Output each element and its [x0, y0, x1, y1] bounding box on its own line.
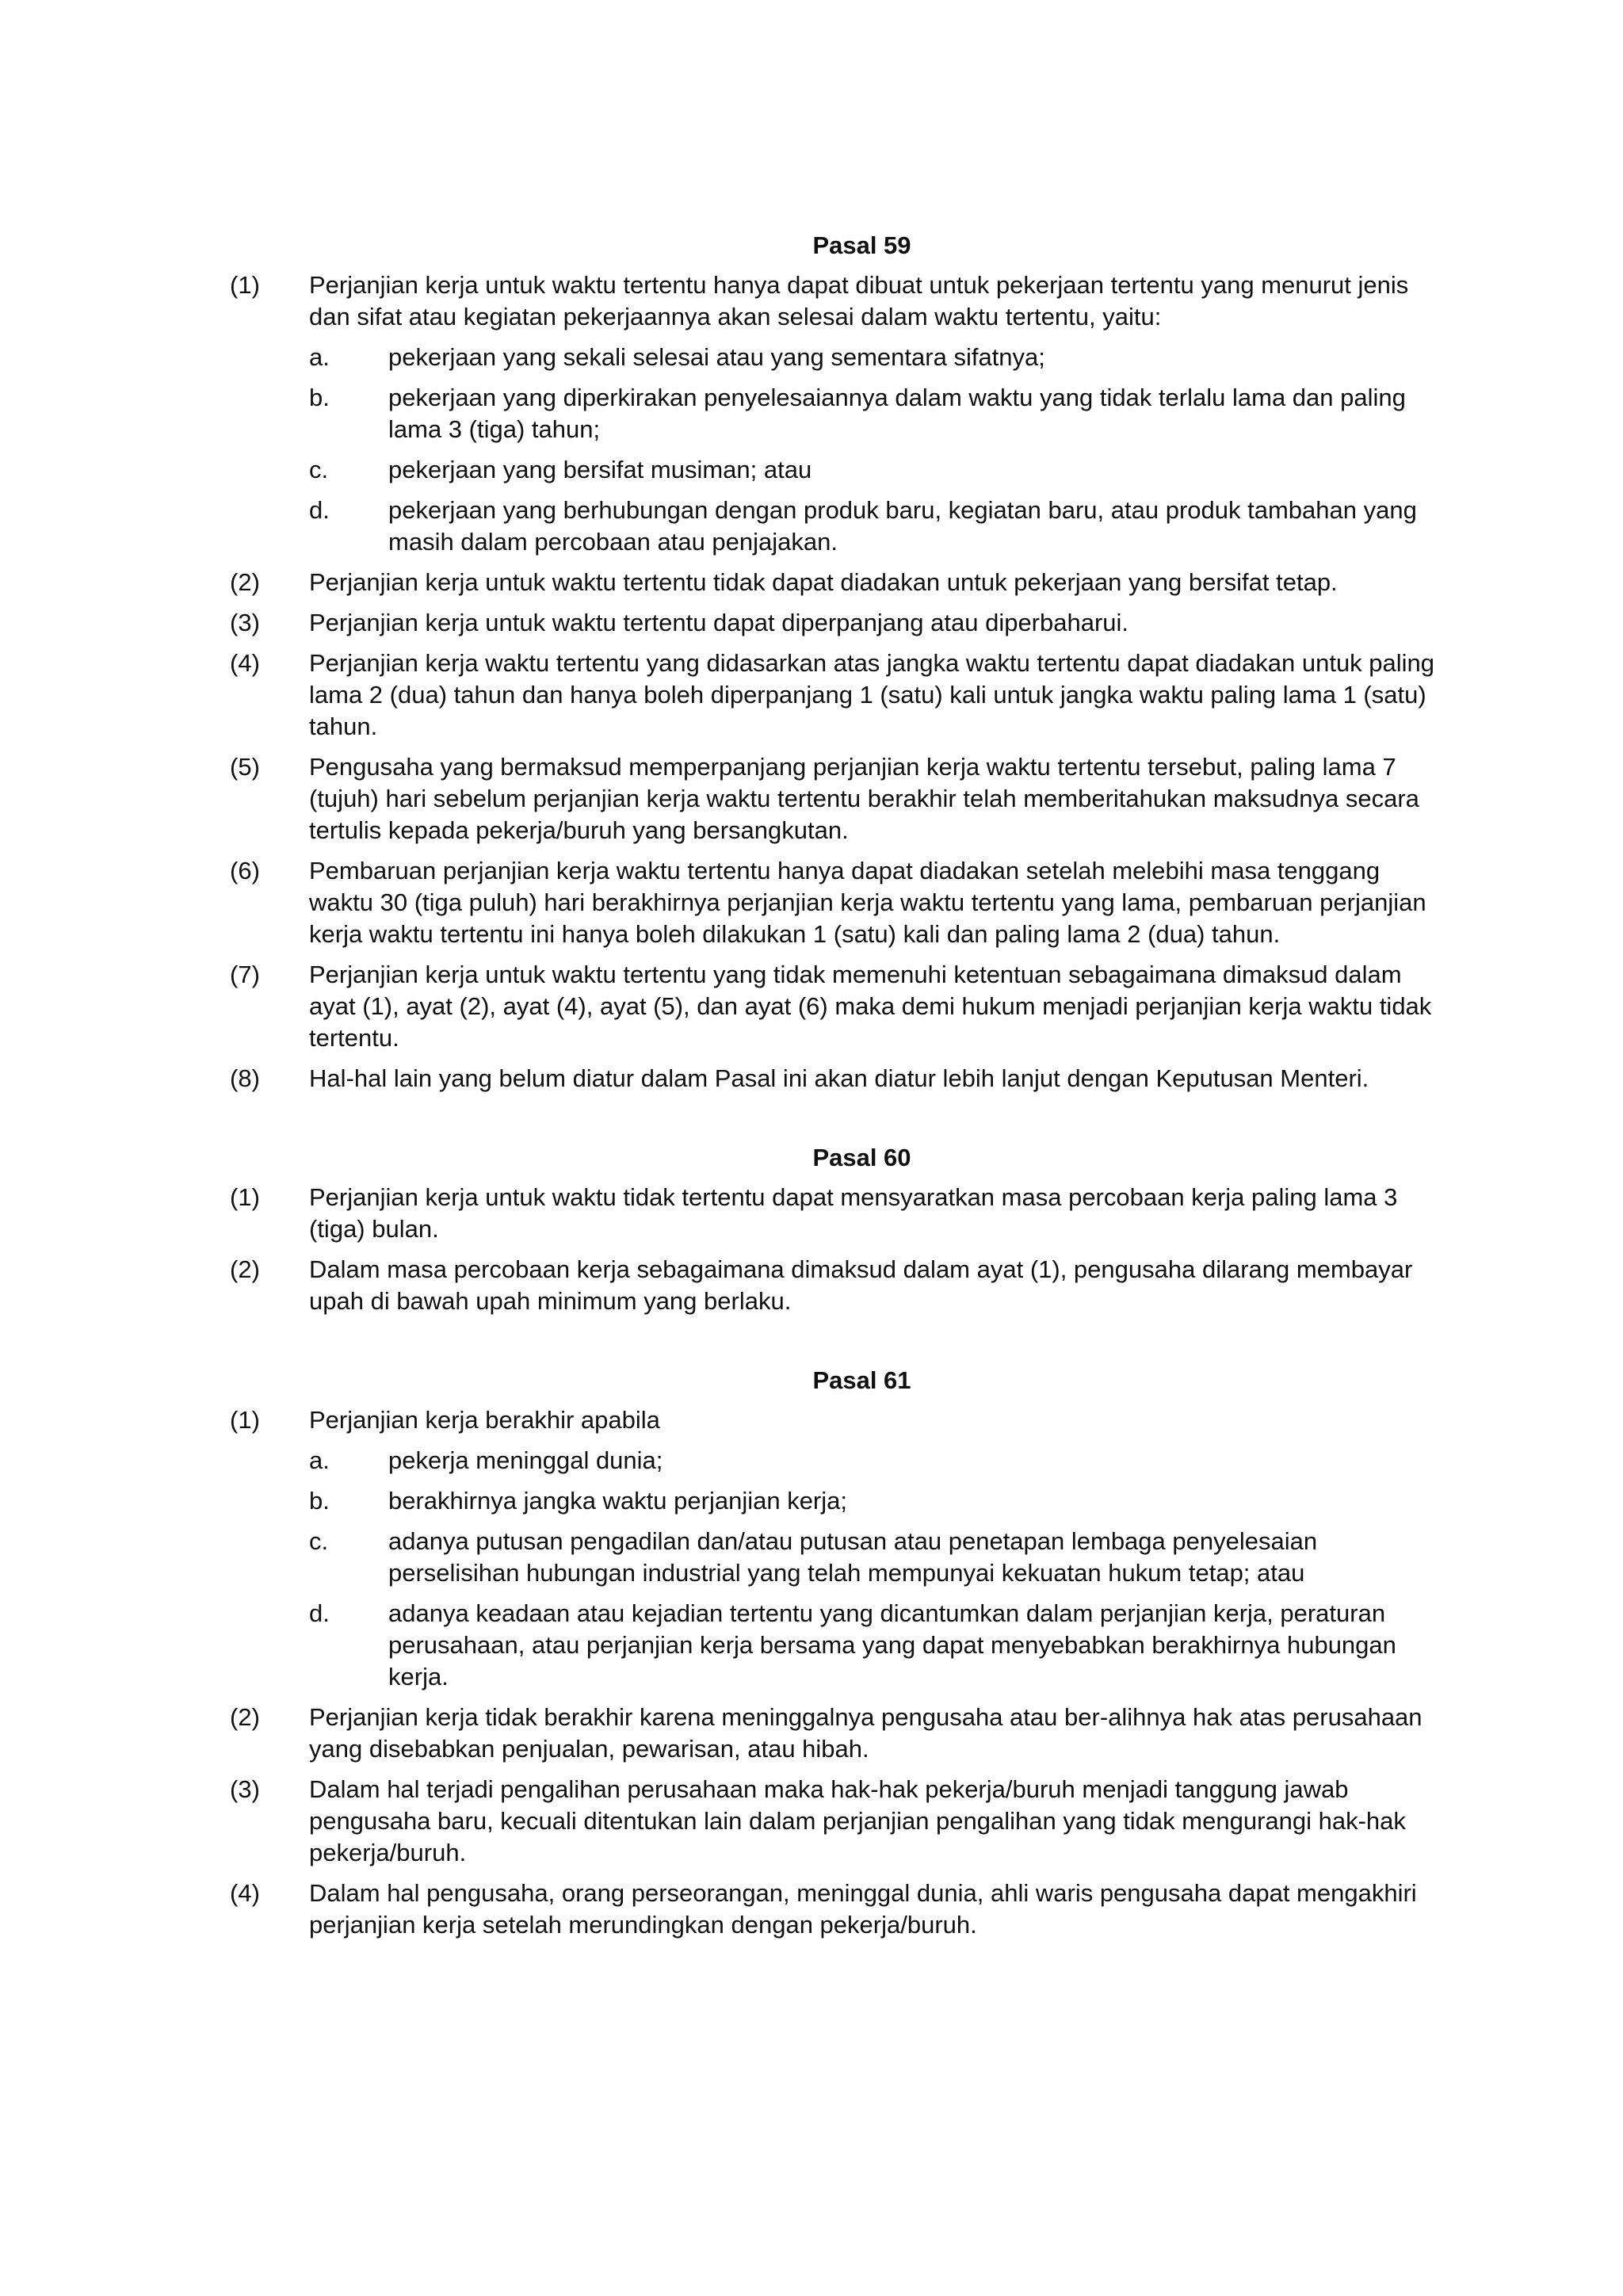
ayat-number: (6) [230, 857, 260, 884]
sub-item [309, 1598, 1438, 1693]
sub-item-letter: a. [309, 343, 330, 371]
sub-item-letter: b. [309, 384, 330, 411]
sub-item [309, 495, 1438, 558]
sub-item [309, 382, 1438, 445]
ayat-number: (4) [230, 1879, 260, 1907]
ayat [230, 1254, 1438, 1317]
article-title: Pasal 61 [812, 1366, 911, 1394]
ayat [230, 959, 1438, 1054]
ayat-text: Pengusaha yang bermaksud memperpanjang perjanjian kerja waktu tertentu tersebut, paling lama 7 (tujuh) hari sebelum perjanjian kerja waktu tertentu berakhir telah memberitahukan maksudnya secara tertulis kepada pekerja/buruh yang bersangkutan. [309, 753, 1419, 844]
ayat [230, 855, 1438, 950]
ayat-number: (8) [230, 1064, 260, 1092]
sub-item-text: pekerjaan yang sekali selesai atau yang sementara sifatnya; [388, 343, 1045, 371]
ayat-text: Perjanjian kerja tidak berakhir karena meninggalnya pengusaha atau ber-alihnya hak atas perusahaan yang disebabkan penjualan, pewarisan, atau hibah. [309, 1703, 1423, 1763]
ayat-text: Perjanjian kerja untuk waktu tertentu yang tidak memenuhi ketentuan sebagaimana dimaksud dalam ayat (1), ayat (2), ayat (4), ayat (5), dan ayat (6) maka demi hukum menjadi perjanjian kerja waktu tidak tertentu. [309, 961, 1432, 1052]
sub-item-text: pekerjaan yang berhubungan dengan produk baru, kegiatan baru, atau produk tambahan yang masih dalam percobaan atau penjajakan. [388, 496, 1417, 556]
ayat-text: Perjanjian kerja untuk waktu tertentu tidak dapat diadakan untuk pekerjaan yang bersifat tetap. [309, 568, 1338, 596]
sub-item [309, 342, 1438, 373]
ayat-number: (1) [230, 1406, 260, 1434]
article-pasal-59 [230, 230, 1438, 1095]
ayat-number: (3) [230, 1775, 260, 1803]
sub-item-letter: b. [309, 1487, 330, 1515]
ayat [230, 1774, 1438, 1869]
sub-item-letter: c. [309, 456, 329, 483]
sub-item-text: pekerjaan yang bersifat musiman; atau [388, 456, 812, 483]
sub-item [309, 1526, 1438, 1589]
ayat [230, 751, 1438, 846]
article-title: Pasal 60 [812, 1144, 911, 1171]
ayat [230, 1878, 1438, 1941]
article-pasal-61 [230, 1365, 1438, 1941]
sub-item-letter: c. [309, 1527, 329, 1555]
ayat-text: Dalam hal pengusaha, orang perseorangan, meninggal dunia, ahli waris pengusaha dapat mengakhiri perjanjian kerja setelah merundingkan dengan pekerja/buruh. [309, 1879, 1417, 1939]
sub-item [309, 1485, 1438, 1517]
ayat-number: (1) [230, 271, 260, 299]
ayat-text: Perjanjian kerja untuk waktu tidak tertentu dapat mensyaratkan masa percobaan kerja paling lama 3 (tiga) bulan. [309, 1183, 1398, 1243]
ayat-text: Perjanjian kerja untuk waktu tertentu hanya dapat dibuat untuk pekerjaan tertentu yang menurut jenis dan sifat atau kegiatan pekerjaannya akan selesai dalam waktu tertentu, yaitu: [309, 271, 1409, 330]
ayat-text: Perjanjian kerja untuk waktu tertentu dapat diperpanjang atau diperbaharui. [309, 609, 1129, 636]
ayat-number: (2) [230, 1703, 260, 1731]
ayat-text: Hal-hal lain yang belum diatur dalam Pasal ini akan diatur lebih lanjut dengan Keputusan Menteri. [309, 1064, 1369, 1092]
ayat-text: Dalam hal terjadi pengalihan perusahaan maka hak-hak pekerja/buruh menjadi tanggung jawab pengusaha baru, kecuali ditentukan lain dalam perjanjian pengalihan yang tidak mengurangi hak-hak pekerja/buruh. [309, 1775, 1406, 1866]
sub-item [309, 1445, 1438, 1477]
article-title: Pasal 59 [812, 231, 911, 259]
ayat [230, 567, 1438, 598]
sub-item-letter: d. [309, 496, 330, 524]
ayat-number: (3) [230, 609, 260, 636]
ayat-text: Dalam masa percobaan kerja sebagaimana dimaksud dalam ayat (1), pengusaha dilarang membayar upah di bawah upah minimum yang berlaku. [309, 1255, 1413, 1315]
ayat-text: Pembaruan perjanjian kerja waktu tertentu hanya dapat diadakan setelah melebihi masa tenggang waktu 30 (tiga puluh) hari berakhirnya perjanjian kerja waktu tertentu yang lama, pembaruan perjanjian kerja waktu tertentu ini hanya boleh dilakukan 1 (satu) kali dan paling lama 2 (dua) tahun. [309, 857, 1426, 948]
ayat-number: (2) [230, 568, 260, 596]
ayat [230, 1702, 1438, 1765]
sub-item-text: pekerja meninggal dunia; [388, 1446, 663, 1474]
sub-item-text: pekerjaan yang diperkirakan penyelesaiannya dalam waktu yang tidak terlalu lama dan paling lama 3 (tiga) tahun; [388, 384, 1406, 443]
ayat-number: (4) [230, 649, 260, 677]
ayat [230, 269, 1438, 558]
ayat [230, 1063, 1438, 1095]
sub-item-text: adanya putusan pengadilan dan/atau putusan atau penetapan lembaga penyelesaian perselisihan hubungan industrial yang telah mempunyai kekuatan hukum tetap; atau [388, 1527, 1318, 1587]
document-page [230, 230, 1438, 1988]
ayat [230, 1404, 1438, 1693]
ayat-number: (5) [230, 753, 260, 781]
sub-item-text: adanya keadaan atau kejadian tertentu yang dicantumkan dalam perjanjian kerja, peraturan perusahaan, atau perjanjian kerja bersama yang dapat menyebabkan berakhirnya hubungan kerja. [388, 1599, 1396, 1690]
sub-item [309, 454, 1438, 486]
ayat-number: (1) [230, 1183, 260, 1211]
sub-item-text: berakhirnya jangka waktu perjanjian kerja; [388, 1487, 847, 1515]
ayat [230, 607, 1438, 639]
ayat-number: (2) [230, 1255, 260, 1283]
ayat [230, 1182, 1438, 1245]
ayat-text: Perjanjian kerja waktu tertentu yang didasarkan atas jangka waktu tertentu dapat diadakan untuk paling lama 2 (dua) tahun dan hanya boleh diperpanjang 1 (satu) kali untuk jangka waktu paling lama 1 (satu) tahun. [309, 649, 1435, 740]
article-pasal-60 [230, 1142, 1438, 1317]
ayat-text: Perjanjian kerja berakhir apabila [309, 1406, 660, 1434]
sub-item-letter: a. [309, 1446, 330, 1474]
ayat [230, 648, 1438, 743]
ayat-number: (7) [230, 961, 260, 988]
sub-item-letter: d. [309, 1599, 330, 1627]
